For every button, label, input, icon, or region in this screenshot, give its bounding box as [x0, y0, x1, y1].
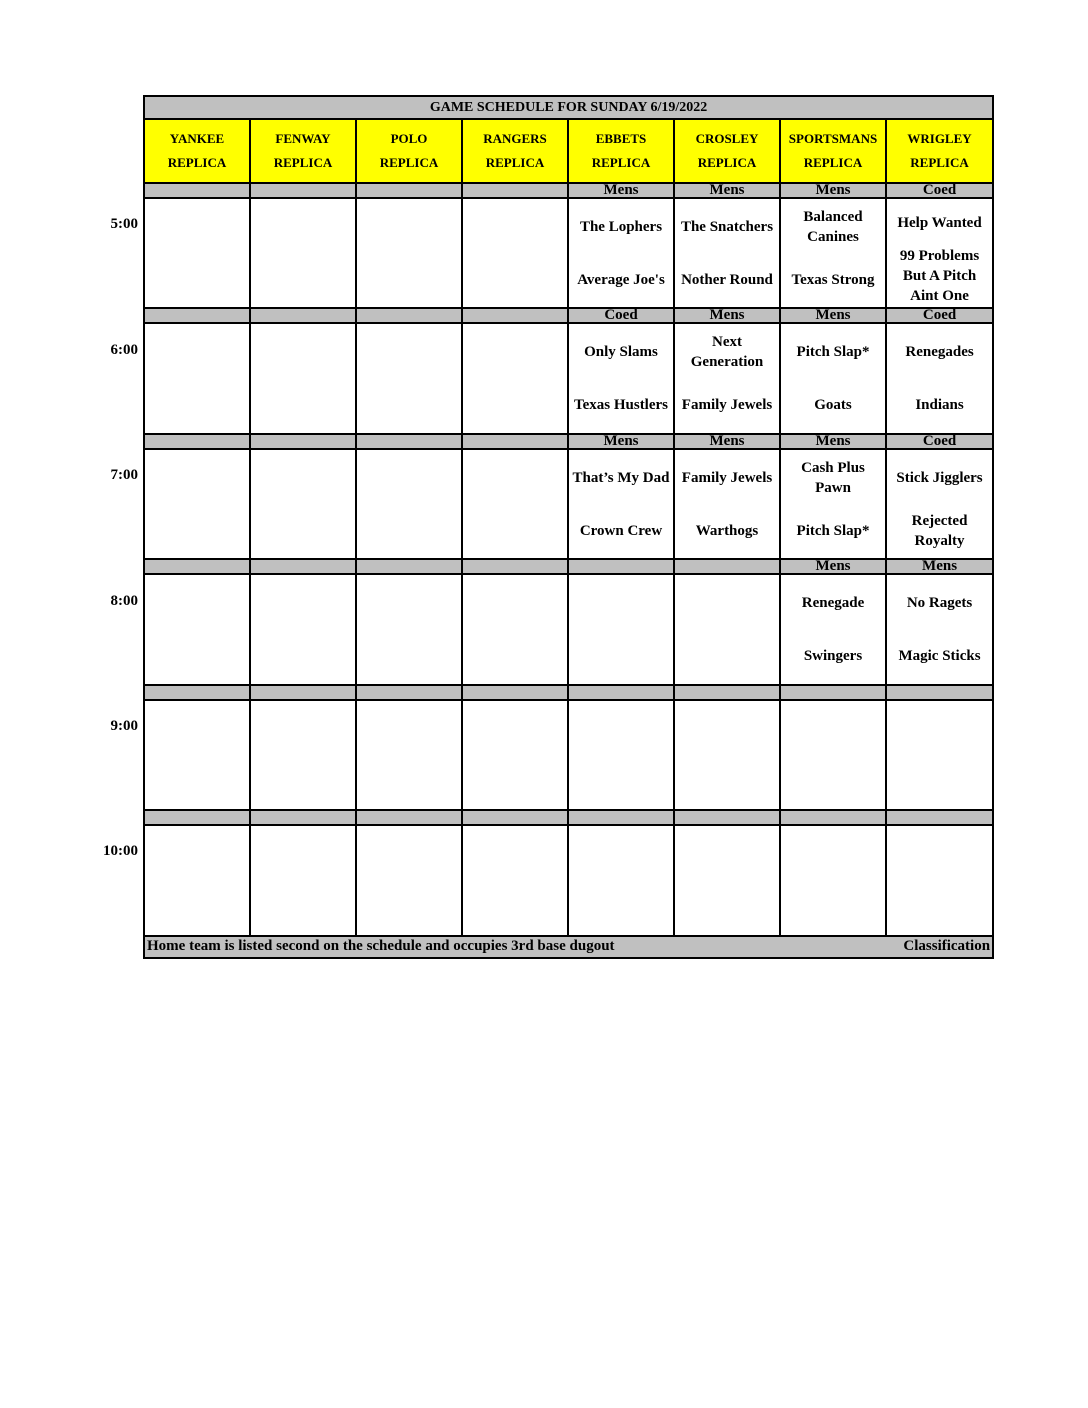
classification-cell [356, 810, 462, 825]
game-cell [144, 323, 250, 433]
matchup [675, 827, 779, 933]
classification-cell [568, 810, 674, 825]
matchup [781, 326, 885, 432]
game-cell [250, 198, 356, 308]
game-cell [886, 700, 993, 810]
field-name: YANKEE [169, 131, 225, 147]
matchup [887, 827, 992, 933]
home-team: Magic Sticks [898, 647, 981, 664]
field-subtitle: REPLICA [167, 155, 227, 171]
away-team: The Lophers [579, 218, 663, 235]
game-cell [674, 449, 780, 559]
classification-cell [568, 559, 674, 574]
field-subtitle: REPLICA [273, 155, 333, 171]
matchup [675, 702, 779, 808]
game-cell [886, 574, 993, 684]
field-subtitle: REPLICA [803, 155, 863, 171]
away-team: Stick Jigglers [896, 469, 983, 486]
classification-cell [462, 308, 568, 323]
field-header [568, 119, 674, 182]
classification-cell: Mens [780, 308, 886, 323]
time-slot-row [144, 198, 993, 308]
game-cell [568, 323, 674, 433]
time-label: 8:00 [110, 593, 138, 609]
footer-note: Home team is listed second on the schedule and occupies 3rd base dugout [147, 938, 615, 955]
game-cell [250, 700, 356, 810]
matchup [251, 200, 355, 306]
matchup [887, 326, 992, 432]
matchup [463, 326, 567, 432]
field-name: SPORTSMANS [788, 131, 878, 147]
field-subtitle: REPLICA [379, 155, 439, 171]
away-team: Renegades [905, 344, 974, 361]
matchup [463, 451, 567, 557]
game-cell [356, 323, 462, 433]
game-cell [144, 825, 250, 935]
classification-cell [144, 308, 250, 323]
game-cell [568, 449, 674, 559]
away-team: Only Slams [584, 344, 658, 361]
home-team: Nother Round [681, 271, 773, 288]
game-cell [886, 449, 993, 559]
game-cell [462, 198, 568, 308]
game-cell [250, 323, 356, 433]
schedule-table [143, 95, 994, 959]
game-cell [674, 825, 780, 935]
classification-cell [886, 810, 993, 825]
classification-cell [144, 685, 250, 700]
game-cell [780, 574, 886, 684]
field-name: RANGERS [483, 131, 547, 147]
matchup [569, 827, 673, 933]
field-header [356, 119, 462, 182]
field-name: EBBETS [595, 131, 647, 147]
home-team: Texas Hustlers [573, 397, 669, 414]
time-label: 10:00 [103, 843, 138, 859]
classification-cell [356, 434, 462, 449]
matchup [357, 326, 461, 432]
classification-cell [674, 810, 780, 825]
classification-cell [144, 559, 250, 574]
classification-cell [356, 685, 462, 700]
field-subtitle: REPLICA [485, 155, 545, 171]
classification-cell: Coed [886, 308, 993, 323]
away-team: No Ragets [906, 594, 973, 611]
game-cell [886, 825, 993, 935]
home-team: Average Joe's [577, 271, 665, 288]
matchup [251, 451, 355, 557]
game-cell [250, 449, 356, 559]
game-cell [356, 574, 462, 684]
matchup [675, 451, 779, 557]
classification-cell [674, 685, 780, 700]
classification-cell [144, 183, 250, 198]
game-cell [780, 825, 886, 935]
classification-cell [250, 434, 356, 449]
classification-cell [780, 810, 886, 825]
matchup [675, 200, 779, 306]
field-name: WRIGLEY [907, 131, 972, 147]
time-label: 7:00 [110, 467, 138, 483]
matchup [675, 576, 779, 682]
away-team: Pitch Slap* [796, 344, 870, 361]
field-name: CROSLEY [695, 131, 759, 147]
away-team: Cash Plus Pawn [801, 459, 865, 496]
classification-cell: Mens [568, 434, 674, 449]
classification-cell [250, 685, 356, 700]
game-cell [250, 825, 356, 935]
classification-cell [250, 183, 356, 198]
field-subtitle: REPLICA [697, 155, 757, 171]
matchup [569, 702, 673, 808]
field-header [462, 119, 568, 182]
matchup [887, 702, 992, 808]
classification-cell: Mens [780, 559, 886, 574]
classification-cell: Mens [886, 559, 993, 574]
time-slot-row [144, 574, 993, 684]
matchup [145, 702, 249, 808]
field-name: POLO [390, 131, 428, 147]
classification-row [144, 434, 993, 449]
footer-classification-label: Classification [903, 938, 991, 955]
home-team: Pitch Slap* [796, 522, 870, 539]
matchup [251, 827, 355, 933]
home-team: Crown Crew [579, 522, 663, 539]
game-cell [144, 700, 250, 810]
game-cell [886, 323, 993, 433]
classification-cell: Mens [780, 183, 886, 198]
matchup [781, 200, 885, 306]
away-team: Balanced Canines [803, 208, 863, 245]
matchup [463, 827, 567, 933]
matchup [887, 200, 992, 306]
game-cell [462, 574, 568, 684]
classification-cell [462, 183, 568, 198]
classification-cell: Coed [886, 183, 993, 198]
classification-cell: Mens [674, 308, 780, 323]
matchup [781, 827, 885, 933]
home-team: Swingers [803, 647, 863, 664]
game-cell [568, 198, 674, 308]
time-label: 9:00 [110, 718, 138, 734]
home-team: Family Jewels [681, 397, 773, 414]
away-team: Help Wanted [897, 215, 982, 232]
classification-cell [356, 183, 462, 198]
home-team: Texas Strong [791, 271, 875, 288]
game-cell [780, 198, 886, 308]
home-team: Indians [915, 397, 964, 414]
game-cell [356, 825, 462, 935]
matchup [357, 827, 461, 933]
game-cell [356, 449, 462, 559]
game-cell [780, 323, 886, 433]
game-cell [674, 198, 780, 308]
matchup [145, 200, 249, 306]
matchup [569, 200, 673, 306]
game-cell [886, 198, 993, 308]
matchup [145, 326, 249, 432]
away-team: Family Jewels [681, 469, 773, 486]
time-label: 5:00 [110, 216, 138, 232]
home-team: 99 Problems But A Pitch Aint One [899, 248, 980, 305]
matchup [569, 451, 673, 557]
matchup [251, 576, 355, 682]
field-subtitle: REPLICA [591, 155, 651, 171]
game-cell [462, 323, 568, 433]
game-cell [674, 700, 780, 810]
game-cell [462, 449, 568, 559]
matchup [569, 576, 673, 682]
field-subtitle: REPLICA [910, 155, 969, 171]
time-slot-row [144, 323, 993, 433]
game-cell [568, 825, 674, 935]
classification-cell [780, 685, 886, 700]
classification-cell [250, 810, 356, 825]
game-cell [568, 574, 674, 684]
classification-cell: Coed [886, 434, 993, 449]
matchup [145, 451, 249, 557]
classification-row [144, 685, 993, 700]
matchup [357, 702, 461, 808]
footer-row [144, 936, 993, 959]
away-team: Next Generation [690, 334, 764, 371]
field-header [144, 119, 250, 182]
field-header [674, 119, 780, 182]
field-header [780, 119, 886, 182]
classification-cell [250, 559, 356, 574]
classification-cell [144, 434, 250, 449]
away-team: The Snatchers [680, 218, 774, 235]
classification-cell: Coed [568, 308, 674, 323]
game-cell [462, 825, 568, 935]
game-cell [144, 574, 250, 684]
away-team: Renegade [801, 594, 865, 611]
matchup [145, 827, 249, 933]
classification-cell: Mens [674, 434, 780, 449]
matchup [357, 451, 461, 557]
time-slot-row [144, 449, 993, 559]
matchup [463, 576, 567, 682]
matchup [675, 326, 779, 432]
classification-row [144, 559, 993, 574]
matchup [145, 576, 249, 682]
home-team: Goats [814, 397, 852, 414]
matchup [463, 702, 567, 808]
matchup [887, 576, 992, 682]
game-cell [780, 449, 886, 559]
classification-cell: Mens [780, 434, 886, 449]
schedule-title: GAME SCHEDULE FOR SUNDAY 6/19/2022 [144, 96, 993, 119]
classification-row [144, 183, 993, 198]
game-cell [356, 198, 462, 308]
game-cell [250, 574, 356, 684]
classification-cell [462, 810, 568, 825]
matchup [251, 702, 355, 808]
classification-cell [568, 685, 674, 700]
matchup [463, 200, 567, 306]
field-header-row [144, 119, 993, 182]
classification-cell: Mens [674, 183, 780, 198]
matchup [781, 451, 885, 557]
matchup [251, 326, 355, 432]
classification-cell [886, 685, 993, 700]
time-slot-row [144, 825, 993, 935]
time-label: 6:00 [110, 342, 138, 358]
home-team: Warthogs [695, 522, 759, 539]
matchup [357, 200, 461, 306]
field-name: FENWAY [275, 131, 331, 147]
classification-row [144, 810, 993, 825]
matchup [781, 576, 885, 682]
field-header [886, 119, 993, 182]
classification-cell [144, 810, 250, 825]
footer-content [145, 938, 992, 955]
game-cell [568, 700, 674, 810]
away-team: That’s My Dad [572, 469, 670, 486]
game-cell [780, 700, 886, 810]
game-cell [356, 700, 462, 810]
game-cell [674, 574, 780, 684]
game-cell [144, 449, 250, 559]
classification-cell [462, 434, 568, 449]
matchup [887, 451, 992, 557]
matchup [357, 576, 461, 682]
classification-cell [674, 559, 780, 574]
classification-cell [356, 308, 462, 323]
home-team: Rejected Royalty [911, 512, 968, 549]
matchup [781, 702, 885, 808]
game-cell [144, 198, 250, 308]
matchup [569, 326, 673, 432]
time-slot-row [144, 700, 993, 810]
footer-cell [144, 936, 993, 959]
game-cell [462, 700, 568, 810]
field-header [250, 119, 356, 182]
classification-cell [462, 559, 568, 574]
classification-cell [250, 308, 356, 323]
classification-cell [462, 685, 568, 700]
classification-cell: Mens [568, 183, 674, 198]
classification-row [144, 308, 993, 323]
classification-cell [356, 559, 462, 574]
game-cell [674, 323, 780, 433]
